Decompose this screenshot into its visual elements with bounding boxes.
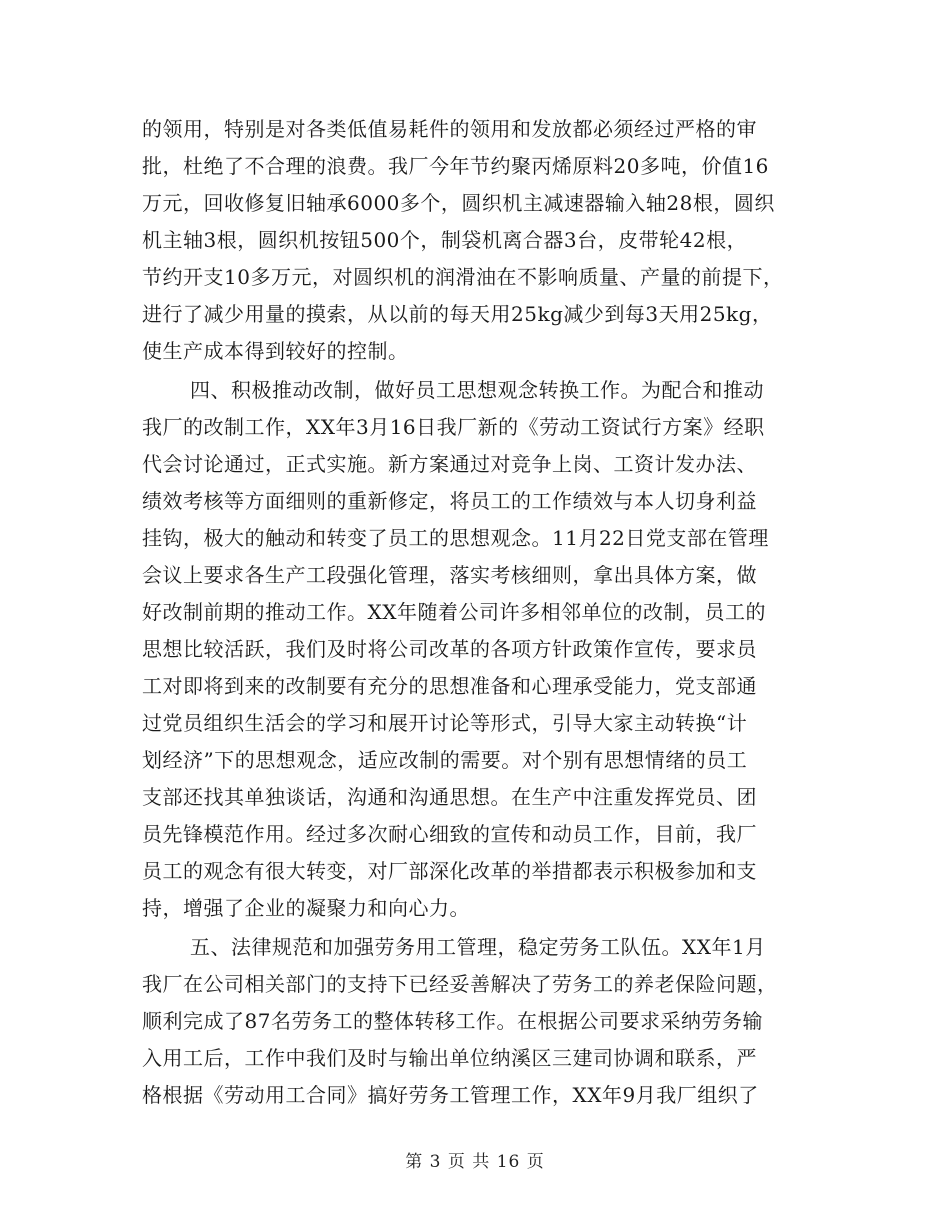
body-line: 员先锋模范作用。经过多次耐心细致的宣传和动员工作，目前，我厂 [142,822,757,846]
body-line: 进行了减少用量的摸索，从以前的每天用25kg减少到每3天用25kg， [142,302,773,326]
body-line: 员工的观念有很大转变，对厂部深化改革的举措都表示积极参加和支 [142,859,757,883]
body-line: 格根据《劳动用工合同》搞好劳务工管理工作，XX年9月我厂组织了 [142,1083,759,1107]
body-line: 机主轴3根，圆织机按钮500个，制袋机离合器3台，皮带轮42根， [142,228,748,252]
section-four-heading-line: 四、积极推动改制，做好员工思想观念转换工作。为配合和推动 [190,378,764,402]
body-line: 持，增强了企业的凝聚力和向心力。 [142,896,470,920]
body-line: 批，杜绝了不合理的浪费。我厂今年节约聚丙烯原料20多吨，价值16 [142,154,769,178]
body-line: 思想比较活跃，我们及时将公司改革的各项方针政策作宣传，要求员 [142,637,757,661]
body-line: 过党员组织生活会的学习和展开讨论等形式，引导大家主动转换“计 [142,711,748,735]
body-line: 我厂在公司相关部门的支持下已经妥善解决了劳务工的养老保险问题， [142,972,778,996]
body-line: 挂钩，极大的触动和转变了员工的思想观念。11月22日党支部在管理 [142,526,769,550]
body-line: 顺利完成了87名劳务工的整体转移工作。在根据公司要求采纳劳务输 [142,1009,763,1033]
page-number-footer: 第 3 页 共 16 页 [405,1152,545,1172]
body-line: 使生产成本得到较好的控制。 [142,339,409,363]
body-line: 的领用，特别是对各类低值易耗件的领用和发放都必须经过严格的审 [142,117,757,141]
body-line: 我厂的改制工作，XX年3月16日我厂新的《劳动工资试行方案》经职 [142,415,765,439]
body-line: 节约开支10多万元，对圆织机的润滑油在不影响质量、产量的前提下， [142,265,784,289]
body-line: 工对即将到来的改制要有充分的思想准备和心理承受能力，党支部通 [142,674,757,698]
body-line: 万元，回收修复旧轴承6000多个，圆织机主减速器输入轴28根，圆织 [142,191,775,215]
body-line: 绩效考核等方面细则的重新修定，将员工的工作绩效与本人切身利益 [142,489,757,513]
section-five-heading-line: 五、法律规范和加强劳务用工管理，稳定劳务工队伍。XX年1月 [190,935,766,959]
body-line: 支部还找其单独谈话，沟通和沟通思想。在生产中注重发挥党员、团 [142,785,757,809]
body-line: 会议上要求各生产工段强化管理，落实考核细则，拿出具体方案，做 [142,563,757,587]
body-line: 好改制前期的推动工作。XX年随着公司许多相邻单位的改制，员工的 [142,600,766,624]
body-line: 入用工后，工作中我们及时与输出单位纳溪区三建司协调和联系，严 [142,1046,757,1070]
body-line: 代会讨论通过，正式实施。新方案通过对竞争上岗、工资计发办法、 [142,452,757,476]
body-line: 划经济”下的思想观念，适应改制的需要。对个别有思想情绪的员工 [142,748,748,772]
